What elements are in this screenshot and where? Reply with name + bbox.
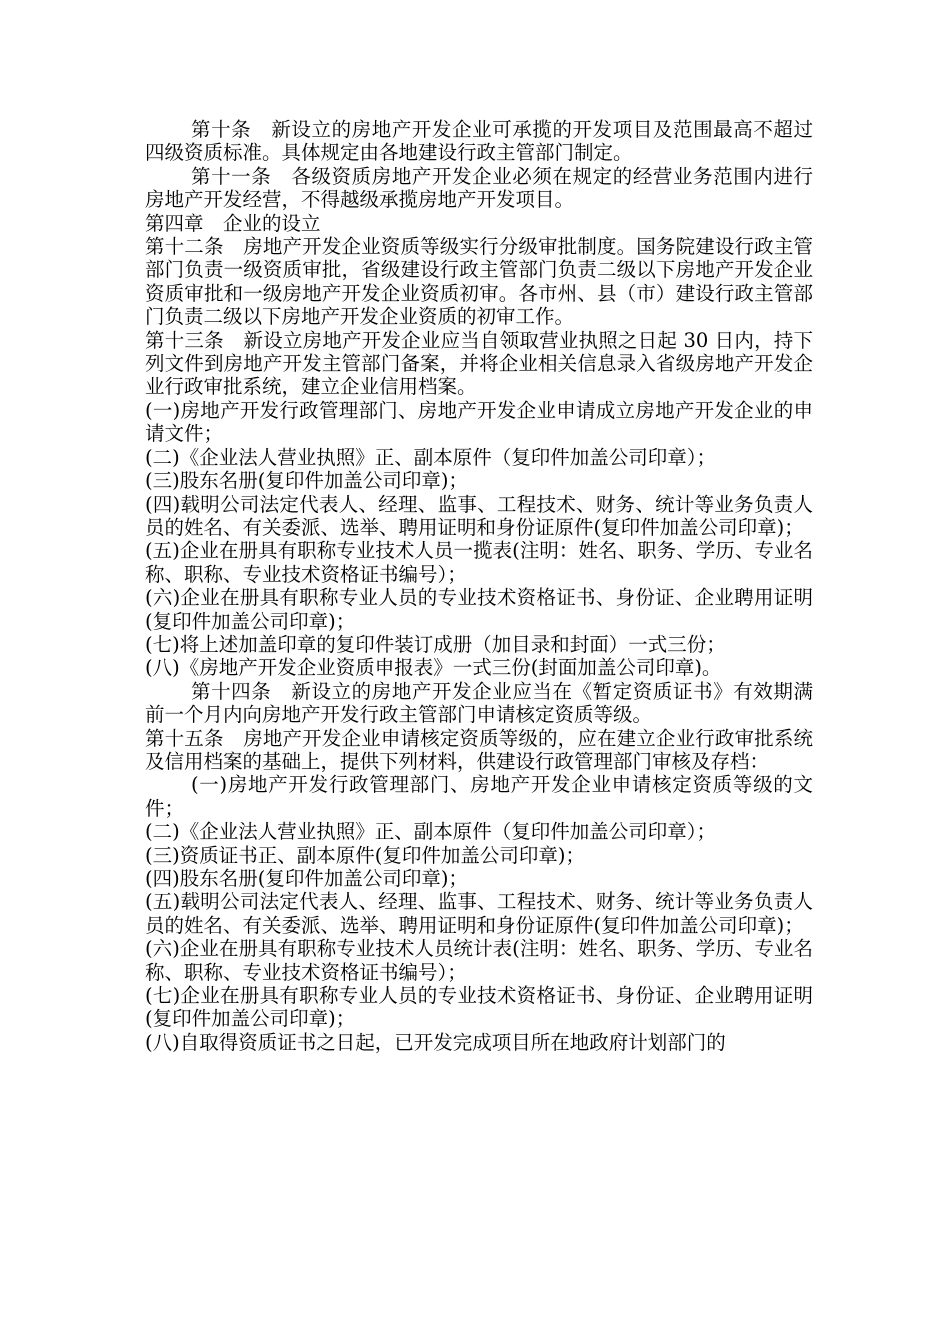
article-13-item-2: (二)《企业法人营业执照》正、副本原件（复印件加盖公司印章）；: [145, 445, 716, 469]
article-12-paragraph: 第十二条 房地产开发企业资质等级实行分级审批制度。国务院建设行政主管部门负责一级资质审批，省级建设行政主管部门负责二级以下房地产开发企业资质审批和一级房地产开发企业资质初审。各市州、县（市）建设行政主管部门负责二级以下房地产开发企业资质的初审工作。: [145, 235, 813, 329]
article-13-item-4: (四)载明公司法定代表人、经理、监事、工程技术、财务、统计等业务负责人员的姓名、有关委派、选举、聘用证明和身份证原件(复印件加盖公司印章)；: [145, 492, 813, 539]
article-13-item-1: (一)房地产开发行政管理部门、房地产开发企业申请成立房地产开发企业的申请文件；: [145, 398, 813, 446]
article-15-item-4: (四)股东名册(复印件加盖公司印章)；: [145, 867, 468, 890]
article-13-item-8: (八)《房地产开发企业资质申报表》一式三份(封面加盖公司印章)。: [145, 656, 722, 680]
article-11-paragraph: 第十一条 各级资质房地产开发企业必须在规定的经营业务范围内进行房地产开发经营，不得越级承揽房地产开发项目。: [145, 164, 813, 212]
article-13-item-3: (三)股东名册(复印件加盖公司印章)；: [145, 469, 468, 493]
article-13-paragraph: 第十三条 新设立房地产开发企业应当自领取营业执照之日起 30 日内，持下列文件到房地产开发主管部门备案，并将企业相关信息录入省级房地产开发企业行政审批系统，建立企业信用档案。: [145, 328, 813, 399]
article-13-item-5: (五)企业在册具有职称专业技术人员一揽表(注明：姓名、职务、学历、专业名称、职称、专业技术资格证书编号）；: [145, 539, 813, 586]
article-15-item-2: (二)《企业法人营业执照》正、副本原件（复印件加盖公司印章）；: [145, 820, 716, 844]
document-page: [145, 118, 813, 1054]
article-15-paragraph: 第十五条 房地产开发企业申请核定资质等级的，应在建立企业行政审批系统及信用档案的基础上，提供下列材料，供建设行政管理部门审核及存档：: [145, 726, 813, 773]
article-15-item-7: (七)企业在册具有职称专业人员的专业技术资格证书、身份证、企业聘用证明(复印件加盖公司印章)；: [145, 984, 813, 1031]
article-14-paragraph: 第十四条 新设立的房地产开发企业应当在《暂定资质证书》有效期满前一个月内向房地产开发行政主管部门申请核定资质等级。: [145, 679, 813, 727]
chapter-4-heading: 第四章 企业的设立: [145, 211, 321, 235]
article-15-item-8: (八)自取得资质证书之日起，已开发完成项目所在地政府计划部门的: [145, 1030, 726, 1054]
article-15-item-3: (三)资质证书正、副本原件(复印件加盖公司印章)；: [145, 843, 585, 867]
article-13-item-7: (七)将上述加盖印章的复印件装订成册（加目录和封面）一式三份；: [145, 632, 726, 656]
article-10-paragraph: 第十条 新设立的房地产开发企业可承揽的开发项目及范围最高不超过四级资质标准。具体规定由各地建设行政主管部门制定。: [145, 118, 813, 165]
article-15-item-6: (六)企业在册具有职称专业技术人员统计表(注明：姓名、职务、学历、专业名称、职称、专业技术资格证书编号）；: [145, 937, 813, 984]
article-15-item-1: (一)房地产开发行政管理部门、房地产开发企业申请核定资质等级的文件；: [145, 773, 813, 820]
article-15-item-5: (五)载明公司法定代表人、经理、监事、工程技术、财务、统计等业务负责人员的姓名、有关委派、选举、聘用证明和身份证原件(复印件加盖公司印章)；: [145, 890, 813, 937]
article-13-item-6: (六)企业在册具有职称专业人员的专业技术资格证书、身份证、企业聘用证明(复印件加盖公司印章)；: [145, 586, 813, 633]
